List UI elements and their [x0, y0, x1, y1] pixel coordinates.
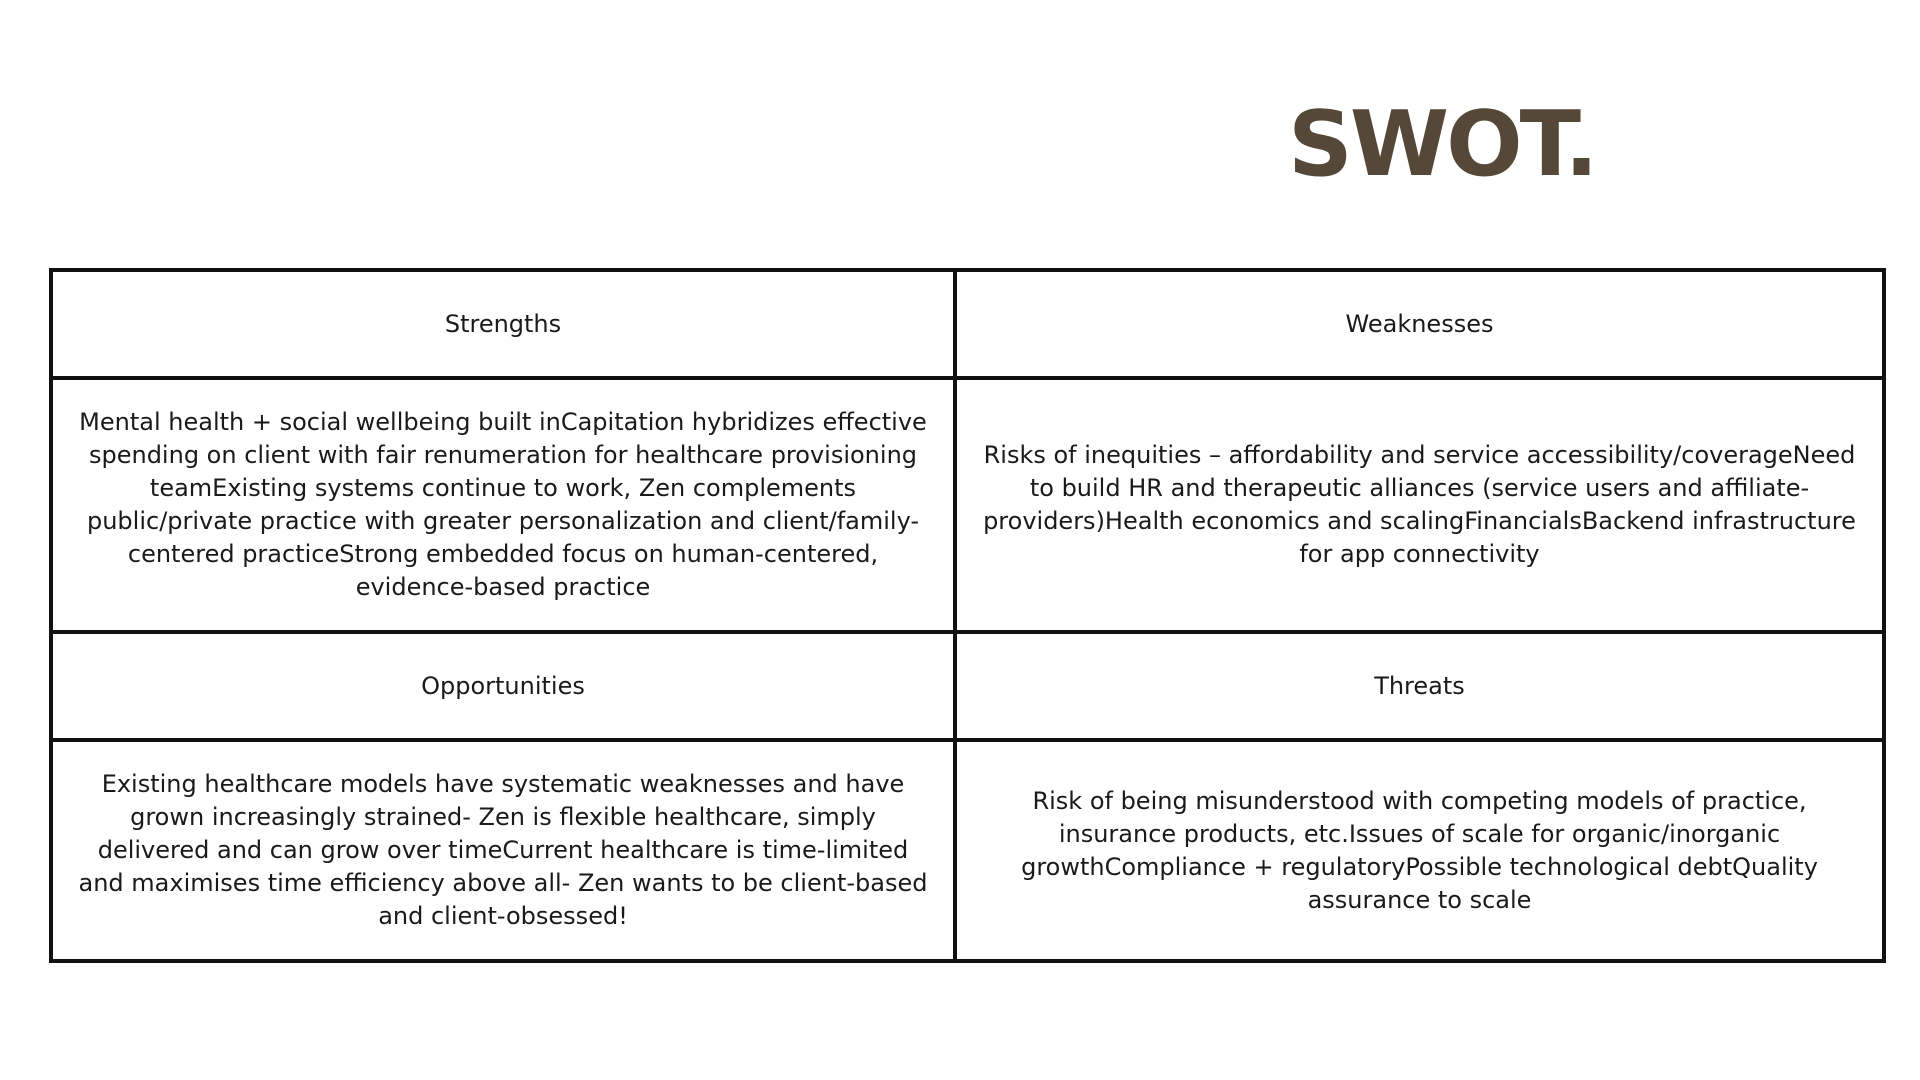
swot-table — [49, 268, 1886, 963]
table-row — [51, 270, 1884, 378]
opportunities-text — [51, 740, 955, 961]
opportunities-heading: Opportunities — [51, 632, 955, 740]
opportunities-text-line-1: Existing healthcare models have systematic weaknesses and have grown increasingly strained- Zen is flexible healthcare, simply delivered and can grow over timeCurrent healthcare is time-limited — [97, 770, 909, 864]
table-row — [51, 740, 1884, 961]
threats-heading: Threats — [955, 632, 1884, 740]
weaknesses-heading: Weaknesses — [955, 270, 1884, 378]
table-row — [51, 378, 1884, 632]
threats-text: Risk of being misunderstood with competing models of practice, insurance products, etc.Issues of scale for organic/inorganic growthCompliance + regulatoryPossible technological debtQuality assurance to scale — [955, 740, 1884, 961]
table-row — [51, 632, 1884, 740]
weaknesses-text: Risks of inequities – affordability and service accessibility/coverageNeed to build HR and therapeutic alliances (service users and affiliate-providers)Health economics and scalingFinancialsBackend infrastructure for app connectivity — [955, 378, 1884, 632]
strengths-text: Mental health + social wellbeing built inCapitation hybridizes effective spending on client with fair renumeration for healthcare provisioning teamExisting systems continue to work, Zen complements public/private practice with greater personalization and client/family-centered practiceStrong embedded focus on human-centered, evidence-based practice — [51, 378, 955, 632]
strengths-heading: Strengths — [51, 270, 955, 378]
opportunities-text-line-2: and maximises time efficiency above all- Zen wants to be client-based and client-obsessed! — [78, 869, 928, 930]
page-title: SWOT. — [1288, 92, 1596, 197]
